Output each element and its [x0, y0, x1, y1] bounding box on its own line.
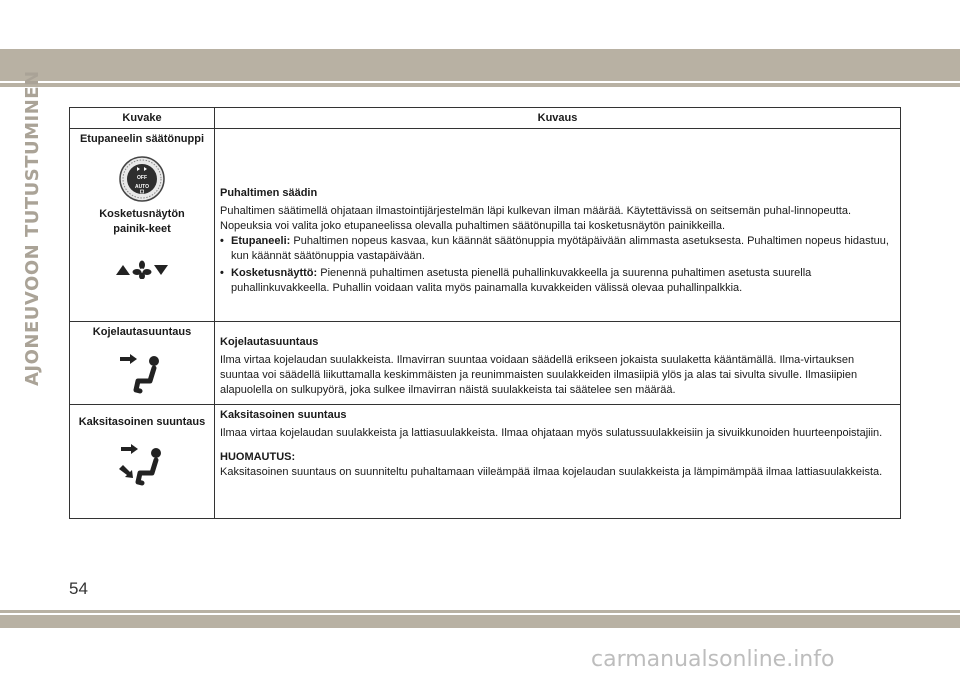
panel-mode-description — [215, 322, 901, 405]
knob-auto-text: AUTO — [134, 184, 150, 190]
header-icon: Kuvake — [70, 108, 215, 129]
bilevel-description — [215, 405, 901, 519]
section-title: AJONEUVOON TUTUSTUMINEN — [22, 70, 43, 386]
blower-description — [215, 129, 901, 322]
blower-text: Puhaltimen säätimellä ohjataan ilmastointijärjestelmän läpi kulkevan ilman määrää. Käytettävissä on seitsemän puhal-linnopeutta. Nopeuksia voi valita joko etupaneelissa olevalla puhaltimen säätönupilla tai kosketusnäytön painikkeilla. — [220, 205, 852, 232]
note-text: Kaksitasoinen suuntaus on suunniteltu puhaltamaan viileämpää ilmaa kojelaudan suulakkeista ja lämpimämpää ilmaa lattiasuulakkeista. — [220, 466, 883, 478]
touchscreen-buttons-label: Kosketusnäytön painik-keet — [99, 208, 185, 235]
front-panel-knob-label: Etupaneelin säätönuppi — [79, 133, 205, 145]
bullet-front-panel: • Etupaneeli: Puhaltimen nopeus kasvaa, kun käännät säätönuppia myötäpäivään alimmasta asetuksesta. Puhaltimen nopeus hidastuu, kun käännät säätönuppia vastapäivään. — [220, 234, 892, 264]
blower-icon-cell — [70, 129, 215, 322]
panel-mode-text: Ilma virtaa kojelaudan suulakkeista. Ilmavirran suuntaa voidaan säädellä erikseen jokaista suulaketta kääntämällä. Ilma-virtauksen suuntaa voi säädellä liikuttamalla keskimmäisten ja reunimmaisten suulakkeiden ilmasiipiä ylös ja alas tai sivulta sivulle. Ilmasiipien alapuolella on sulkupyörä, joka sulkee ilmavirran näistä suulakkeista tai säätelee sen määrää. — [220, 354, 858, 396]
footer-rule — [0, 610, 960, 613]
bilevel-title: Kaksitasoinen suuntaus — [220, 409, 347, 421]
panel-mode-icon — [118, 348, 166, 394]
table-row-blower — [70, 129, 901, 322]
watermark: carmanualsonline.info — [591, 647, 835, 672]
header-description: Kuvaus — [215, 108, 901, 129]
table-row-bilevel-mode — [70, 405, 901, 519]
knob-off-text: OFF — [137, 175, 147, 181]
page-number: 54 — [69, 579, 88, 598]
panel-mode-label: Kojelautasuuntaus — [92, 326, 192, 338]
table-row-panel-mode — [70, 322, 901, 405]
blower-buttons-icon — [114, 259, 170, 279]
blower-knob-icon — [118, 155, 166, 203]
footer-band — [0, 615, 960, 628]
header-rule — [0, 83, 960, 87]
bullet-touchscreen: • Kosketusnäyttö: Pienennä puhaltimen asetusta pienellä puhallinkuvakkeella ja suurenna puhaltimen asetusta suurella puhallinkuvakkeella. Puhallin voidaan valita myös painamalla kuvakkeiden välissä olevaa puhallinpalkkia. — [220, 266, 892, 296]
panel-mode-title: Kojelautasuuntaus — [220, 336, 319, 348]
blower-title: Puhaltimen säädin — [220, 187, 318, 199]
bilevel-mode-icon — [115, 438, 169, 492]
note-title: HUOMAUTUS: — [220, 451, 296, 463]
bilevel-label: Kaksitasoinen suuntaus — [78, 416, 206, 428]
bilevel-icon-cell — [70, 405, 215, 519]
bilevel-text: Ilmaa virtaa kojelaudan suulakkeista ja lattiasuulakkeista. Ilmaa ohjataan myös sulatussuulakkeisiin ja sivuikkunoiden huurteenpoistajiin. — [220, 427, 883, 439]
fan-icon — [133, 261, 152, 280]
controls-table — [69, 107, 901, 519]
panel-mode-icon-cell — [70, 322, 215, 405]
header-band — [0, 49, 960, 81]
table-header-row — [70, 108, 901, 129]
